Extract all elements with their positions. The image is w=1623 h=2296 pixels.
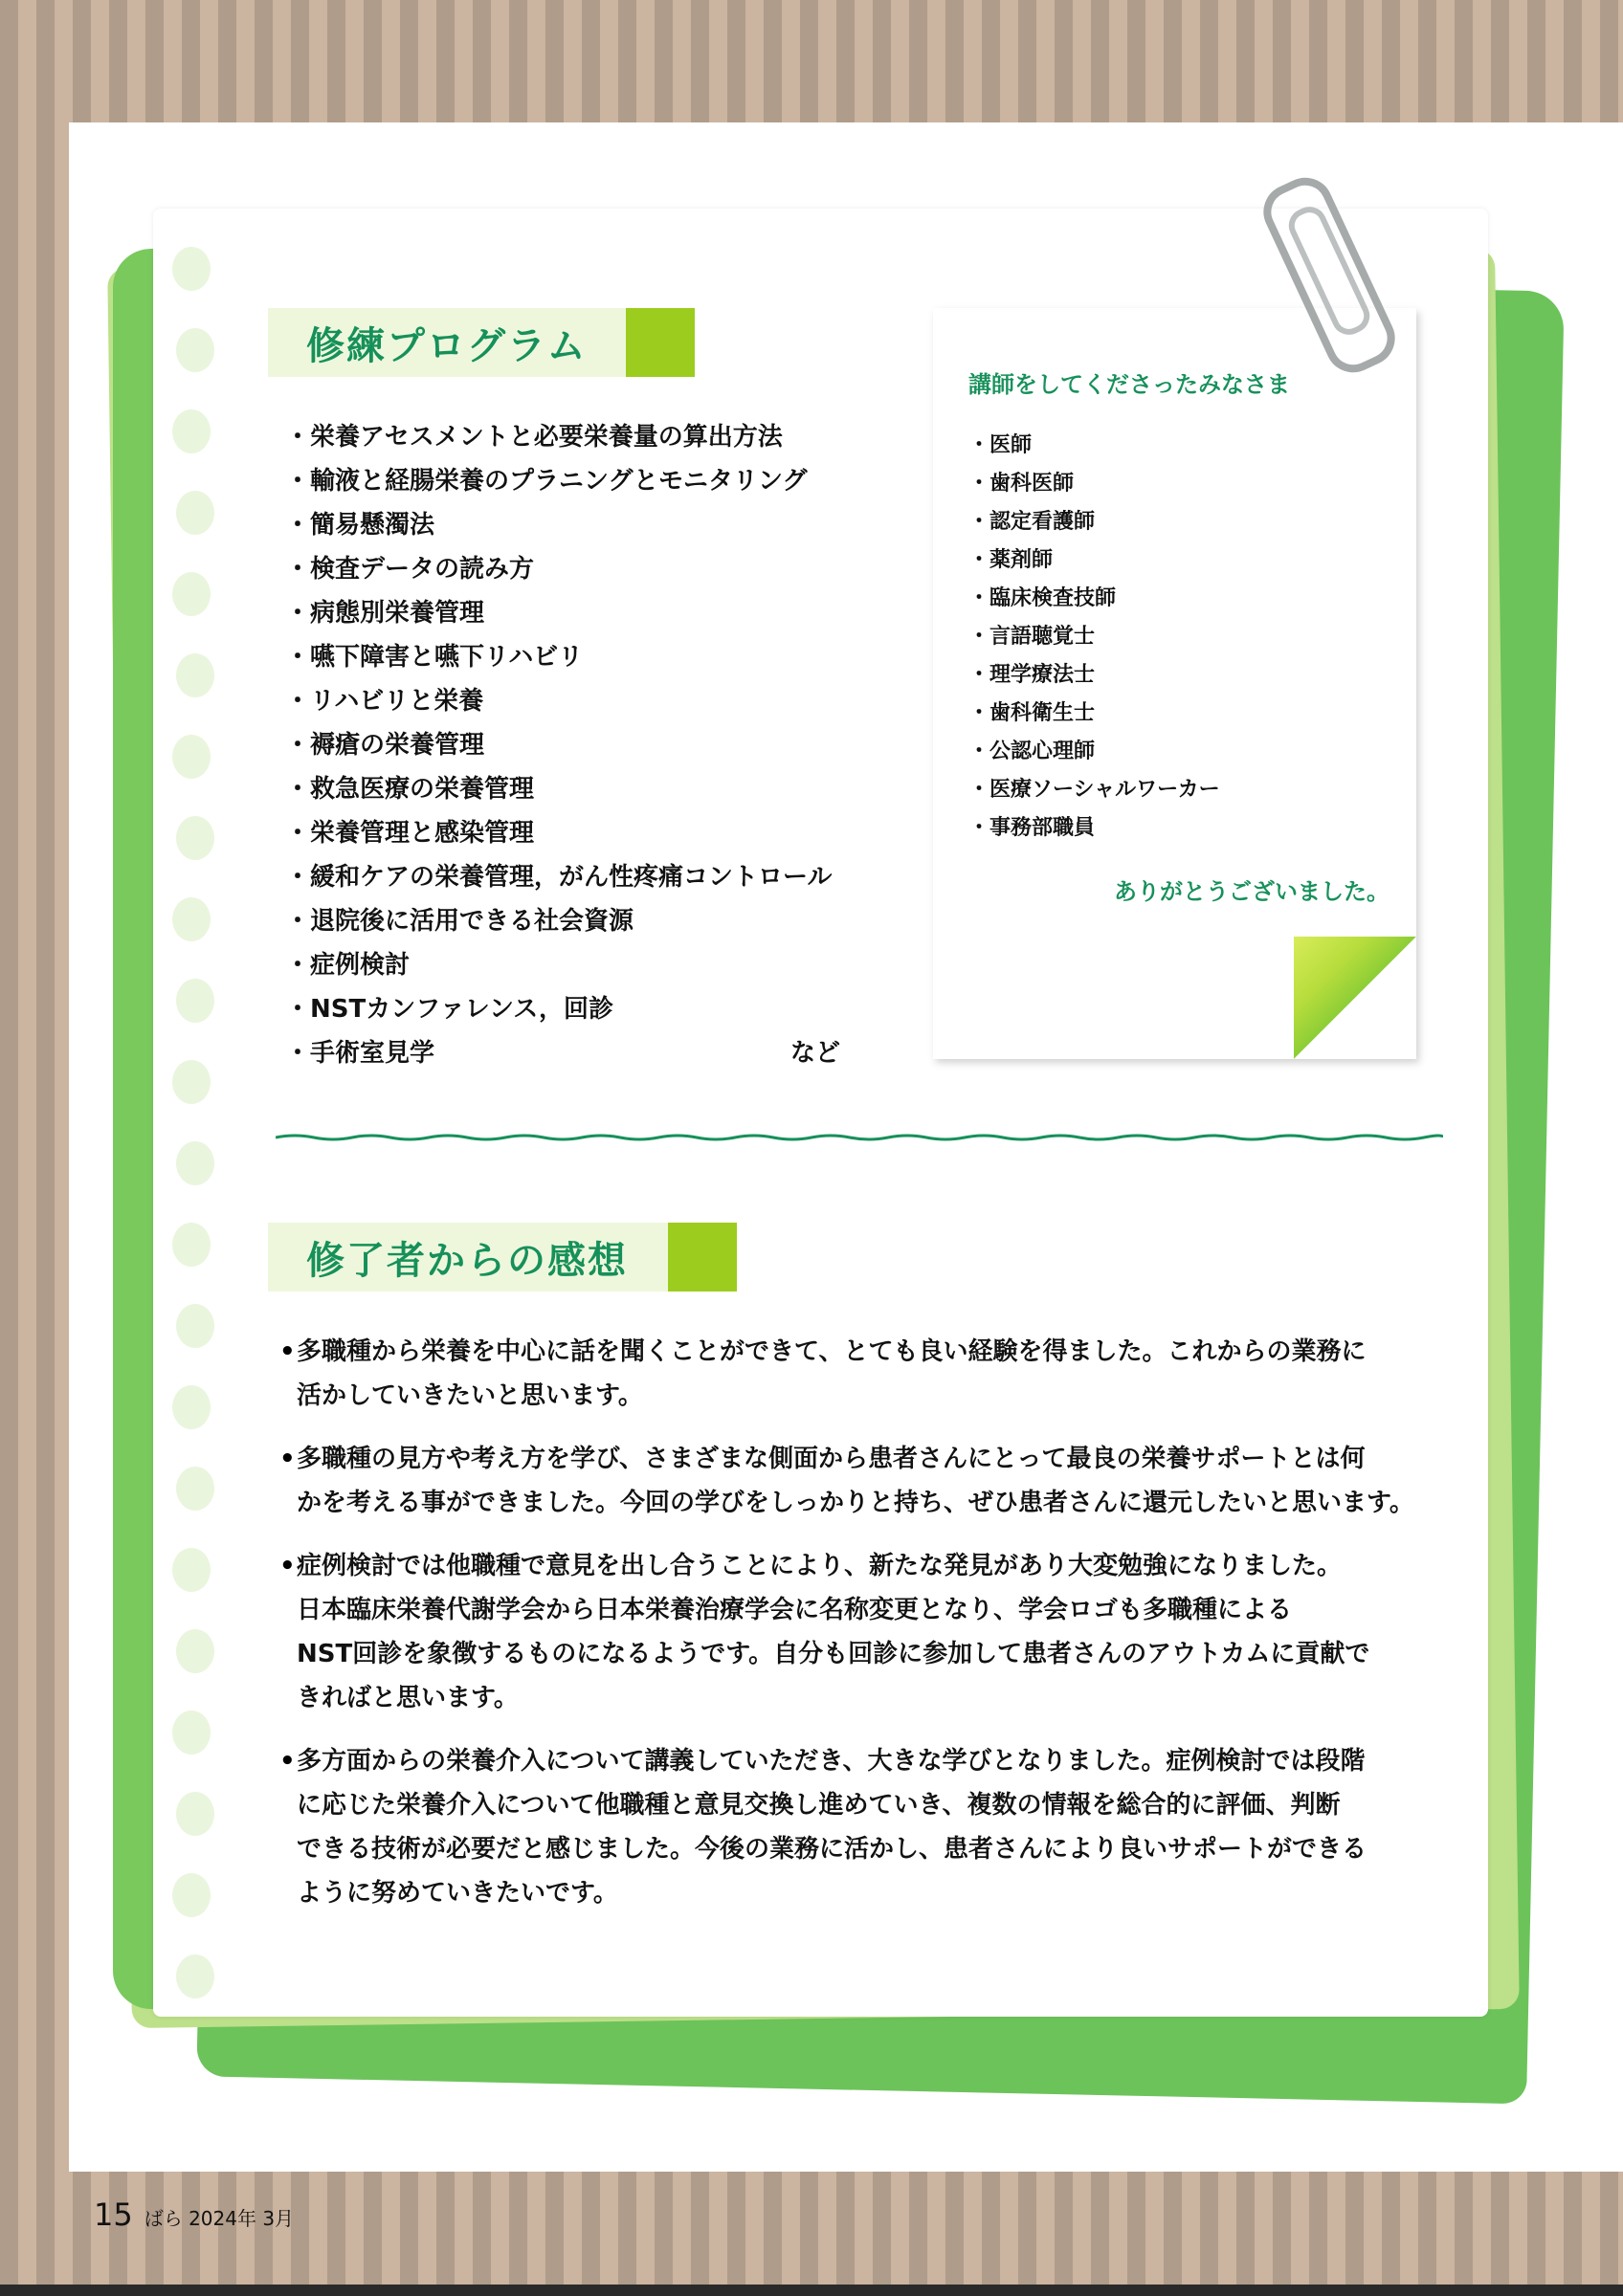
program-item-text: ・栄養アセスメントと必要栄養量の算出方法 <box>285 423 783 452</box>
program-item <box>285 987 840 1031</box>
lecturers-thanks: ありがとうございました。 <box>1114 878 1390 905</box>
lecturers-list <box>968 427 1220 848</box>
binder-hole <box>172 572 211 616</box>
binder-hole <box>176 1954 214 1998</box>
lecturer-item: ・理学療法士 <box>968 663 1096 687</box>
program-item <box>285 547 840 591</box>
lecturer-item: ・薬剤師 <box>968 548 1054 572</box>
impression-line: に応じた栄養介入について他職種と意見交換し進めていき、複数の情報を総合的に評価、判断 <box>297 1791 1341 1820</box>
lecturers-note <box>933 308 1416 1059</box>
program-item-text: ・褥瘡の栄養管理 <box>285 731 485 760</box>
impression-comment <box>279 1739 1409 1915</box>
program-item <box>285 767 840 811</box>
program-item <box>285 723 840 767</box>
lecturer-item: ・歯科衛生士 <box>968 701 1096 725</box>
program-item <box>285 899 840 943</box>
impression-comment <box>279 1330 1409 1418</box>
program-item-text: ・栄養管理と感染管理 <box>285 819 535 848</box>
publication-info: ばら 2024年 3月 <box>144 2207 295 2230</box>
program-item <box>285 811 840 855</box>
section-divider <box>276 1133 1443 1142</box>
bullet-icon: • <box>279 1445 296 1473</box>
program-item-text: ・症例検討 <box>285 951 411 980</box>
binder-hole <box>172 409 211 453</box>
binder-hole <box>176 328 214 372</box>
impression-line: 症例検討では他職種で意見を出し合うことにより、新たな発見があり大変勉強になりました。 <box>297 1552 1343 1580</box>
lecturer-item: ・認定看護師 <box>968 510 1096 534</box>
program-heading <box>268 308 695 377</box>
bullet-icon: • <box>279 1337 296 1366</box>
program-item-text: ・検査データの読み方 <box>285 555 535 584</box>
program-item-text: ・リハビリと栄養 <box>285 687 484 716</box>
program-heading-text: 修練プログラム <box>306 323 588 368</box>
program-item <box>285 635 840 679</box>
binder-hole <box>176 1629 214 1673</box>
impression-line: 活かしていきたいと思います。 <box>297 1381 643 1410</box>
lecturer-item: ・臨床検査技師 <box>968 586 1117 610</box>
lecturer-item: ・言語聴覚士 <box>968 625 1096 649</box>
impression-line: NST回診を象徴するものになるようです。自分も回診に参加して患者さんのアウトカムに貢献で <box>297 1640 1370 1668</box>
impression-line: 多職種の見方や考え方を学び、さまざまな側面から患者さんにとって最良の栄養サポートとは何 <box>297 1445 1366 1473</box>
binder-hole <box>176 491 214 535</box>
program-item <box>285 415 840 459</box>
program-item-text: ・手術室見学 <box>285 1039 435 1068</box>
lecturer-item: ・歯科医師 <box>968 472 1075 496</box>
program-item <box>285 943 840 987</box>
impression-line: ように努めていきたいです。 <box>297 1879 618 1908</box>
binder-hole <box>172 897 211 941</box>
binder-hole <box>172 1385 211 1429</box>
program-list <box>285 415 840 1075</box>
bullet-icon: • <box>279 1747 296 1776</box>
program-item-text: ・救急医療の栄養管理 <box>285 775 535 804</box>
impression-line: かを考える事ができました。今回の学びをしっかりと持ち、ぜひ患者さんに還元したいと思います。 <box>297 1489 1414 1517</box>
lecturer-item: ・公認心理師 <box>968 740 1096 763</box>
lecturer-item: ・医療ソーシャルワーカー <box>968 778 1220 802</box>
impressions-heading-text: 修了者からの感想 <box>306 1238 628 1283</box>
bottom-edge <box>0 2285 1623 2296</box>
impression-comment <box>279 1437 1414 1525</box>
impression-line: 多職種から栄養を中心に話を聞くことができて、とても良い経験を得ました。これからの業務に <box>297 1337 1367 1366</box>
lecturers-title: 講師をしてくださったみなさま <box>968 371 1290 398</box>
program-etc: など <box>789 1039 840 1068</box>
program-item-text: ・NSTカンファレンス，回診 <box>285 995 614 1024</box>
binder-hole <box>172 735 211 779</box>
program-item-text: ・緩和ケアの栄養管理，がん性疼痛コントロール <box>285 863 833 892</box>
binder-hole <box>176 1141 214 1185</box>
program-item-text: ・病態別栄養管理 <box>285 599 485 628</box>
binder-hole <box>176 653 214 697</box>
binder-hole <box>172 1060 211 1104</box>
lecturer-item: ・事務部職員 <box>968 816 1096 840</box>
impressions-comments <box>279 1330 1414 1934</box>
impression-comment <box>279 1544 1409 1720</box>
impression-line: 多方面からの栄養介入について講義していただき、大きな学びとなりました。症例検討では段階 <box>297 1747 1366 1776</box>
program-item-text: ・退院後に活用できる社会資源 <box>285 907 634 936</box>
binder-hole <box>172 1223 211 1267</box>
bullet-icon: • <box>279 1552 296 1580</box>
impressions-heading <box>268 1223 737 1292</box>
program-item-text: ・簡易懸濁法 <box>285 511 435 540</box>
impression-line: できる技術が必要だと感じました。今後の業務に活かし、患者さんにより良いサポートができる <box>297 1835 1367 1864</box>
page-footer <box>94 2197 294 2233</box>
impressions-heading-accent <box>668 1223 737 1292</box>
binder-hole <box>176 816 214 860</box>
binder-hole <box>176 1467 214 1511</box>
program-item <box>285 679 840 723</box>
lecturer-item: ・医師 <box>968 433 1033 457</box>
program-item-text: ・輸液と経腸栄養のプラニングとモニタリング <box>285 467 808 496</box>
binder-hole <box>176 1304 214 1348</box>
binder-hole <box>172 1548 211 1592</box>
binder-hole <box>176 1792 214 1836</box>
binder-hole <box>176 979 214 1023</box>
program-item <box>285 591 840 635</box>
binder-hole <box>172 1873 211 1917</box>
impression-line: 日本臨床栄養代謝学会から日本栄養治療学会に名称変更となり、学会ロゴも多職種による <box>297 1596 1293 1624</box>
binder-hole <box>172 247 211 291</box>
page-number: 15 <box>94 2197 133 2233</box>
binder-hole <box>172 1711 211 1755</box>
program-heading-accent <box>626 308 695 377</box>
program-item-text: ・嚥下障害と嚥下リハビリ <box>285 643 584 672</box>
program-item <box>285 503 840 547</box>
program-item <box>285 855 840 899</box>
impression-line: きればと思います。 <box>297 1684 519 1712</box>
program-item <box>285 459 840 503</box>
program-item <box>285 1031 840 1075</box>
